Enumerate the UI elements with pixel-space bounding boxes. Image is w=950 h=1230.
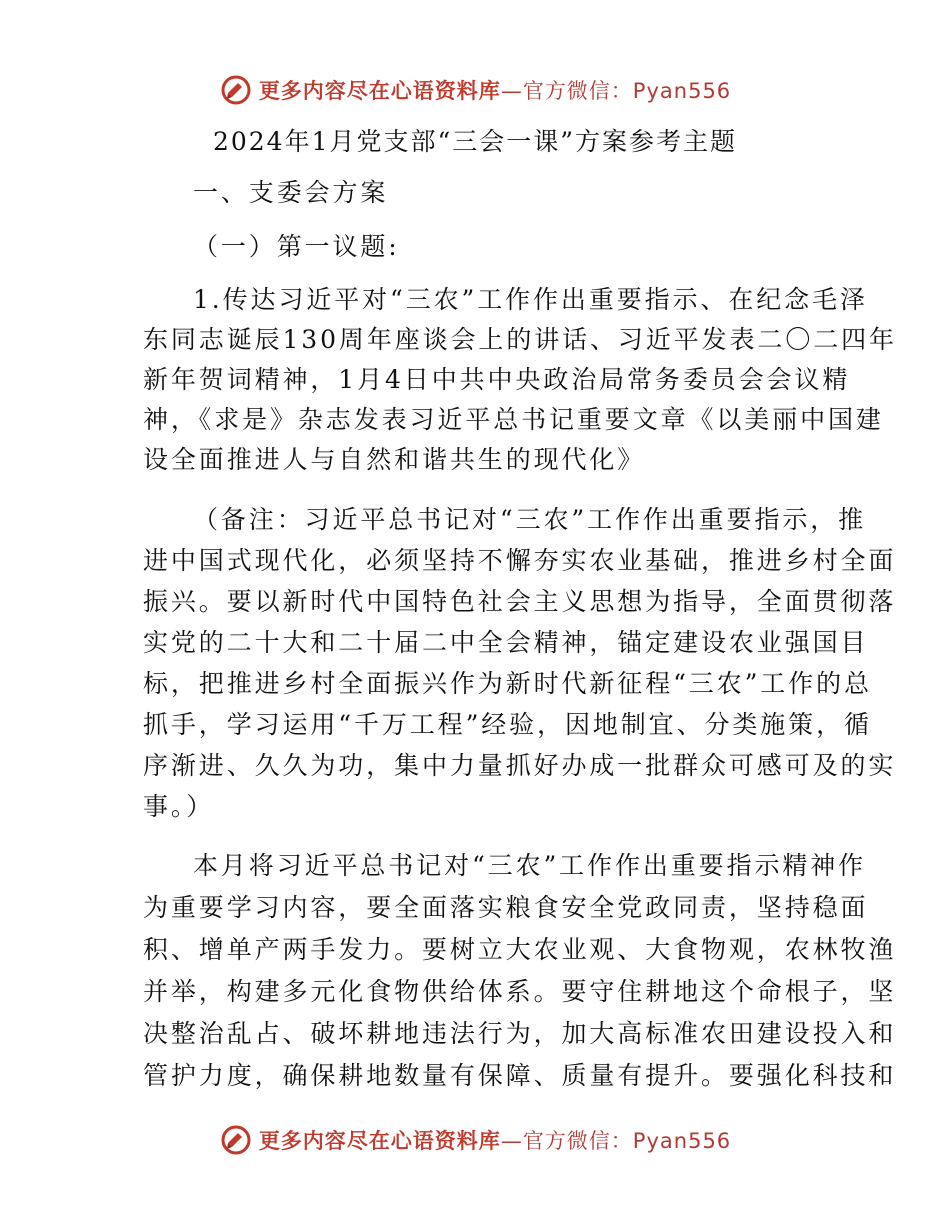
header-watermark xyxy=(0,70,950,110)
paragraph-2-line: 决整治乱占、破坏耕地违法行为，加大高标准农田建设投入和 xyxy=(143,1019,897,1048)
note-line: 抓手，学习运用“千万工程”经验，因地制宜、分类施策，循 xyxy=(143,710,872,739)
section-heading: 一、支委会方案 xyxy=(193,178,389,207)
page-title: 2024年1月党支部“三会一课”方案参考主题 xyxy=(212,127,738,156)
paragraph-2-line: 为重要学习内容，要全面落实粮食安全党政同责，坚持稳面 xyxy=(143,893,869,922)
note-line: 标，把推进乡村全面振兴作为新时代新征程“三农”工作的总 xyxy=(143,669,872,698)
watermark-text: 更多内容尽在心语资料库—官方微信：Pyan556 xyxy=(258,79,732,103)
book-pen-logo-icon xyxy=(219,73,253,107)
footer-watermark xyxy=(0,1120,950,1160)
sub-heading: （一）第一议题: xyxy=(193,232,400,261)
paragraph-1-line: 1.传达习近平对“三农”工作作出重要指示、在纪念毛泽 xyxy=(193,285,868,314)
note-line: 事。） xyxy=(143,792,215,821)
paragraph-1-line: 设全面推进人与自然和谐共生的现代化》 xyxy=(143,445,646,474)
paragraph-2-line: 管护力度，确保耕地数量有保障、质量有提升。要强化科技和 xyxy=(143,1061,897,1090)
paragraph-1-line: 新年贺词精神，1月4日中共中央政治局常务委员会会议精 xyxy=(143,365,851,394)
paragraph-1-line: 神，《求是》杂志发表习近平总书记重要文章《以美丽中国建 xyxy=(143,405,884,434)
note-line: （备注：习近平总书记对“三农”工作作出重要指示，推 xyxy=(193,505,867,534)
note-line: 振兴。要以新时代中国特色社会主义思想为指导，全面贯彻落 xyxy=(143,587,897,616)
paragraph-2-line: 积、增单产两手发力。要树立大农业观、大食物观，农林牧渔 xyxy=(143,935,897,964)
paragraph-2-line: 并举，构建多元化食物供给体系。要守住耕地这个命根子，坚 xyxy=(143,977,897,1006)
paragraph-2-line: 本月将习近平总书记对“三农”工作作出重要指示精神作 xyxy=(193,851,867,880)
note-line: 进中国式现代化，必须坚持不懈夯实农业基础，推进乡村全面 xyxy=(143,546,897,575)
note-line: 序渐进、久久为功，集中力量抓好办成一批群众可感可及的实 xyxy=(143,751,897,780)
note-line: 实党的二十大和二十届二中全会精神，锚定建设农业强国目 xyxy=(143,628,869,657)
watermark-text: 更多内容尽在心语资料库—官方微信：Pyan556 xyxy=(258,1129,732,1153)
paragraph-1-line: 东同志诞辰130周年座谈会上的讲话、习近平发表二〇二四年 xyxy=(143,325,897,354)
book-pen-logo-icon xyxy=(219,1123,253,1157)
